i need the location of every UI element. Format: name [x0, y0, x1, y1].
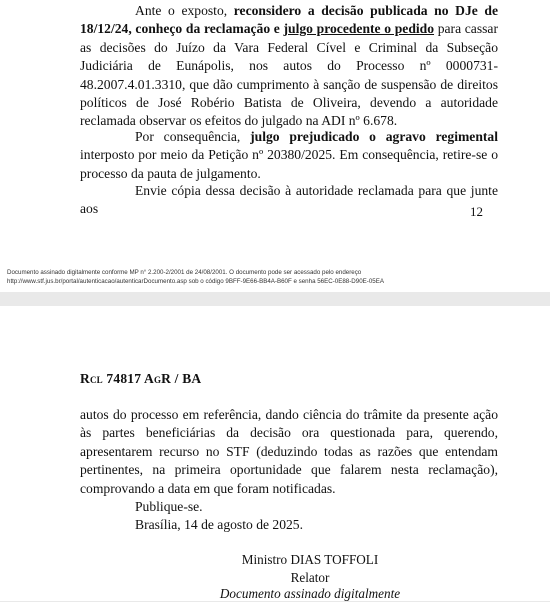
- footer-line-2: http://www.stf.jus.br/portal/autenticacao/autenticarDocumento.asp sob o código 9BFF-9E66-BB4A-B60F e senha 56EC-0E88-D90E-05EA: [7, 277, 384, 285]
- document-page-1: [0, 0, 550, 292]
- conclusion-body: para cassar as decisões do Juízo da Vara Federal Cível e Criminal da Subseção Judiciária de Eunápolis, nos autos do Processo nº 0000731-48.2007.4.01.3310, que dão cumprimento à sanção de suspensão de direitos políticos de José Robério Batista de Oliveira, devendo a autoridade reclamada observar os efeitos do julgado na ADI nº 6.678.: [80, 21, 498, 129]
- publish-line: Publique-se.: [135, 499, 203, 514]
- consequence-paragraph: [80, 128, 498, 183]
- conclusion-paragraph: [80, 2, 498, 131]
- footer-line-1: Documento assinado digitalmente conforme MP n° 2.200-2/2001 de 24/08/2001. O documento pode ser acessado pelo endereço: [7, 269, 362, 276]
- document-page-2: [0, 306, 550, 601]
- reconsider-decision-text: reconsidero a decisão publicada no DJe de 18/12/24, conheço da reclamação: [80, 3, 498, 37]
- signer-role: Relator: [290, 570, 330, 585]
- page-number: 12: [470, 204, 483, 219]
- continuation-paragraph: autos do processo em referência, dando ciência do trâmite da presente ação às partes beneficiárias da decisão ora questionada para, querendo, apresentarem recurso no STF (deduzindo todas as razões que entendam pertinentes, na primeira oportunidade que falarem nesta reclamação), comprovando a data em que foram notificadas.: [80, 407, 498, 496]
- conclusion-intro: Ante o exposto,: [135, 3, 234, 18]
- consequence-body: interposto por meio da Petição nº 20380/2025. Em consequência, retire-se o processo da pauta de julgamento.: [80, 147, 498, 181]
- judgment-procedente-text: julgo procedente o pedido: [283, 21, 435, 37]
- conjunction-text: e: [270, 21, 284, 37]
- case-header: Rcl 74817 AgR / BA: [80, 371, 202, 386]
- signature-note: Documento assinado digitalmente: [219, 586, 401, 601]
- date-line: Brasília, 14 de agosto de 2025.: [135, 517, 304, 532]
- signer-name: Ministro DIAS TOFFOLI: [241, 552, 379, 567]
- digital-signature-footer: [7, 269, 547, 286]
- send-copy-paragraph: Envie cópia dessa decisão à autoridade reclamada para que junte aos: [80, 183, 498, 217]
- consequence-intro: Por consequência,: [135, 129, 251, 144]
- prejudicado-text: julgo prejudicado o agravo regimental: [250, 129, 498, 144]
